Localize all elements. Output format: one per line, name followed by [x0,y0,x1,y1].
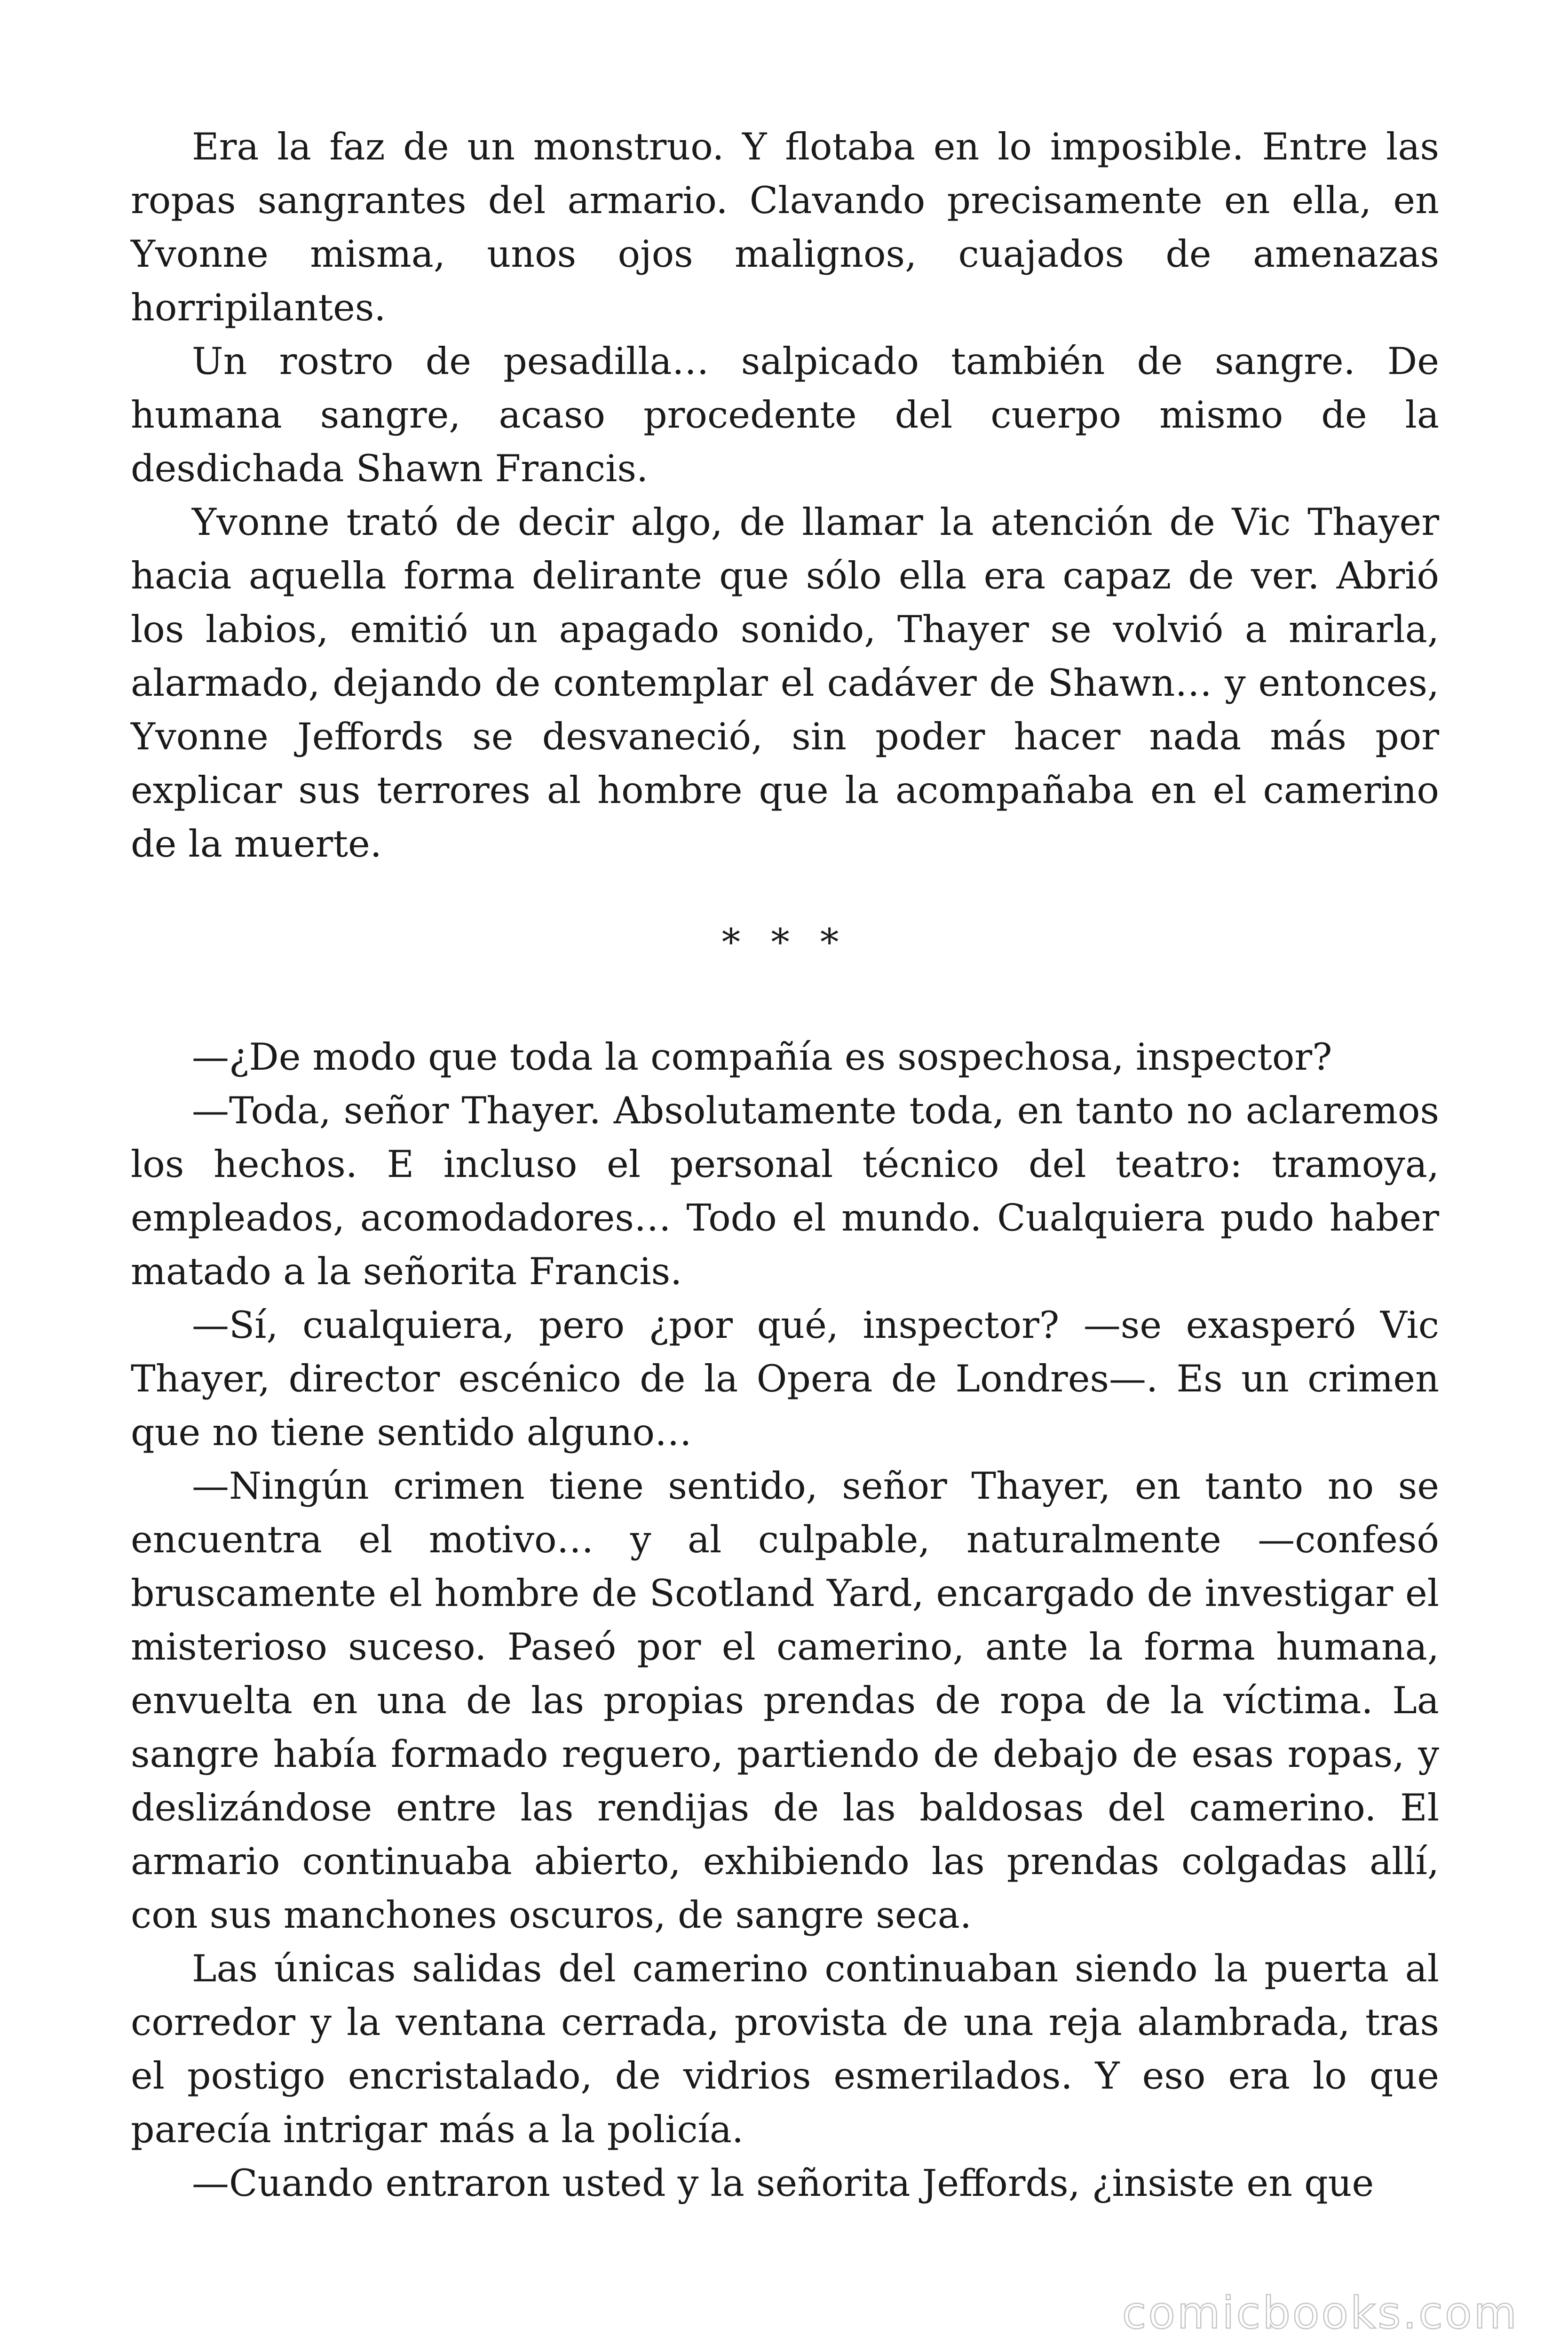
section-separator: * * * [721,921,848,964]
paragraph: Las únicas salidas del camerino continuaban siendo la puerta al corredor y la ventana cerrada, provista de una reja alambrada, tras el postigo encristalado, de vidrios esmerilados. Y eso era lo que parecía intrigar más a la policía. [131,1947,1439,2151]
paragraph: —¿De modo que toda la compañía es sospechosa, inspector? [192,1035,1332,1079]
watermark: comicbooks.com [1122,2288,1519,2339]
paragraph: —Toda, señor Thayer. Absolutamente toda, en tanto no aclaremos los hechos. E incluso el personal técnico del teatro: tramoya, empleados, acomodadores… Todo el mundo. Cualquiera pudo haber matado a la señorita Francis. [131,1089,1439,1293]
paragraph: —Cuando entraron usted y la señorita Jeffords, ¿insiste en que [192,2161,1374,2205]
page-body [131,120,1439,2210]
paragraph: Un rostro de pesadilla… salpicado también de sangre. De humana sangre, acaso procedente del cuerpo mismo de la desdichada Shawn Francis. [131,340,1439,490]
paragraph: Yvonne trató de decir algo, de llamar la atención de Vic Thayer hacia aquella forma delirante que sólo ella era capaz de ver. Abrió los labios, emitió un apagado sonido, Thayer se volvió a mirarla, alarmado, dejando de contemplar el cadáver de Shawn… y entonces, Yvonne Jeffords se desvaneció, sin poder hacer nada más por explicar sus terrores al hombre que la acompañaba en el camerino de la muerte. [131,501,1439,866]
paragraph: —Sí, cualquiera, pero ¿por qué, inspector? —se exasperó Vic Thayer, director escénico de la Opera de Londres—. Es un crimen que no tiene sentido alguno… [131,1303,1439,1454]
paragraph: Era la faz de un monstruo. Y flotaba en lo imposible. Entre las ropas sangrantes del armario. Clavando precisamente en ella, en Yvonne misma, unos ojos malignos, cuajados de amenazas horripilantes. [131,125,1439,329]
paragraph: —Ningún crimen tiene sentido, señor Thayer, en tanto no se encuentra el motivo… y al culpable, naturalmente —confesó bruscamente el hombre de Scotland Yard, encargado de investigar el misterioso suceso. Paseó por el camerino, ante la forma humana, envuelta en una de las propias prendas de ropa de la víctima. La sangre había formado reguero, partiendo de debajo de esas ropas, y deslizándose entre las rendijas de las baldosas del camerino. El armario continuaba abierto, exhibiendo las prendas colgadas allí, con sus manchones oscuros, de sangre seca. [131,1464,1439,1937]
